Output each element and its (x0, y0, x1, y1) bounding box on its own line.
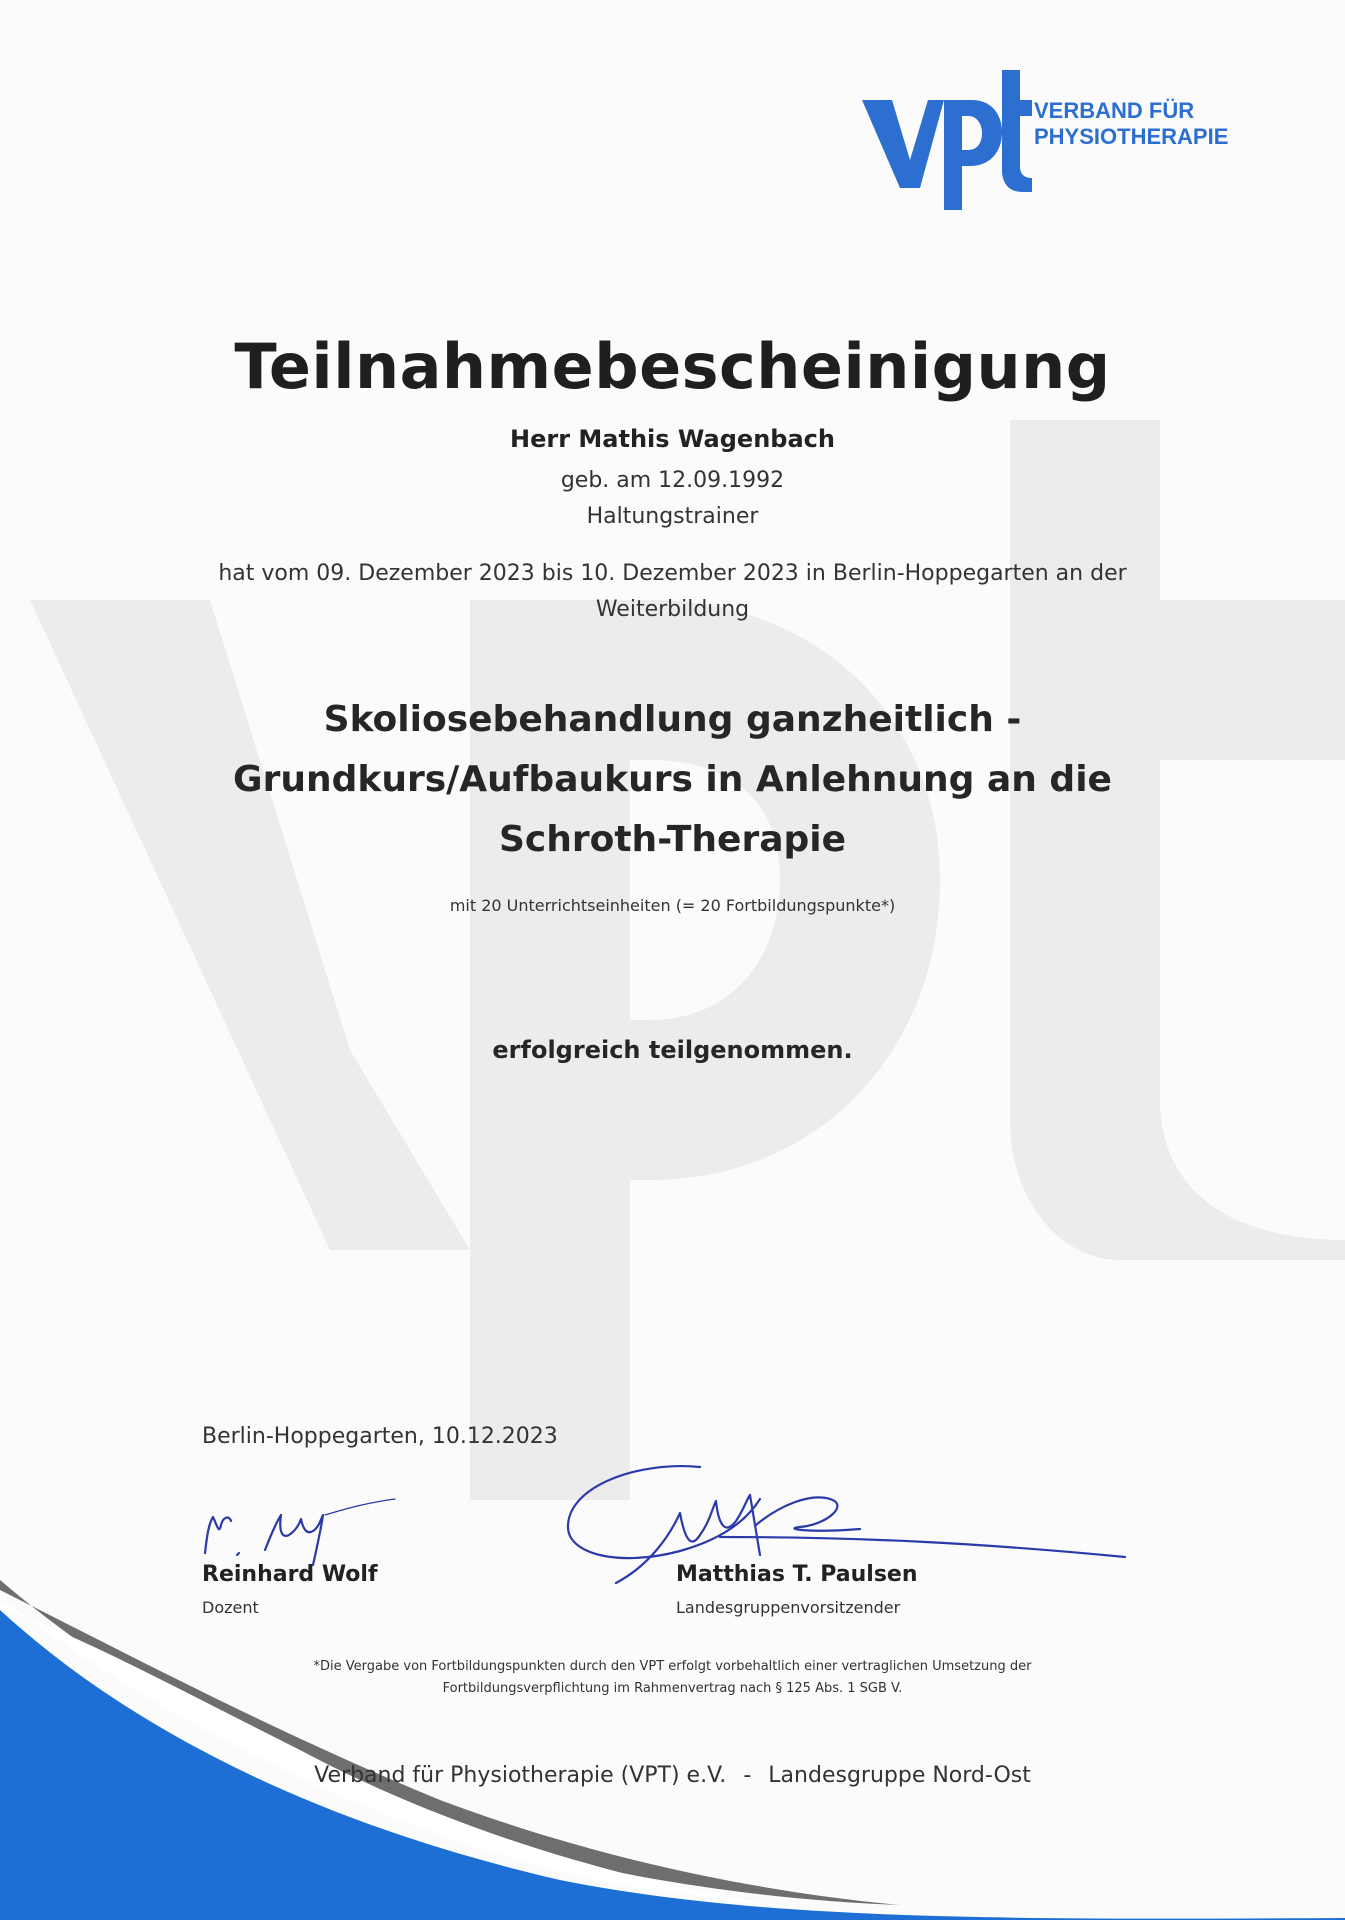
course-title (160, 690, 1185, 870)
footer-region: Landesgruppe Nord-Ost (768, 1763, 1031, 1788)
signer-1-role: Dozent (202, 1598, 259, 1617)
certificate-title: Teilnahmebescheinigung (234, 330, 1111, 403)
footer-swoosh (0, 1580, 1345, 1920)
participant-name: Herr Mathis Wagenbach (510, 425, 835, 453)
footer-separator: - (743, 1763, 752, 1788)
units-text: mit 20 Unterrichtseinheiten (= 20 Fortbildungspunkte*) (449, 896, 896, 915)
profession: Haltungstrainer (586, 504, 759, 529)
intro-text: hat vom 09. Dezember 2023 bis 10. Dezember 2023 in Berlin-Hoppegarten an der Weiterbildung (218, 561, 1127, 622)
signer-2-name: Matthias T. Paulsen (676, 1562, 918, 1587)
place-date: Berlin-Hoppegarten, 10.12.2023 (202, 1424, 558, 1449)
signer-2-role: Landesgruppenvorsitzender (676, 1598, 901, 1617)
logo-line-1: VERBAND FÜR (1034, 98, 1195, 123)
footer-organization: Verband für Physiotherapie (VPT) e.V. (314, 1763, 727, 1788)
vpt-logo (862, 70, 1257, 210)
course-title-line: Grundkurs/Aufbaukurs in Anlehnung an die (233, 759, 1112, 800)
success-text: erfolgreich teilgenommen. (492, 1036, 853, 1064)
birth-date: geb. am 12.09.1992 (560, 468, 785, 493)
footer-line (0, 1763, 1345, 1788)
signer-1-name: Reinhard Wolf (202, 1562, 378, 1587)
course-title-line: Skoliosebehandlung ganzheitlich - (323, 699, 1022, 740)
logo-line-2: PHYSIOTHERAPIE (1034, 124, 1229, 149)
course-title-line: Schroth-Therapie (498, 819, 847, 860)
vpt-logo-mark-icon (862, 70, 1032, 210)
footnote: *Die Vergabe von Fortbildungspunkten durch den VPT erfolgt vorbehaltlich einer vertraglichen Umsetzung der Fortbildungsverpflichtung im Rahmenvertrag nach § 125 Abs. 1 SGB V. (313, 1659, 1032, 1696)
